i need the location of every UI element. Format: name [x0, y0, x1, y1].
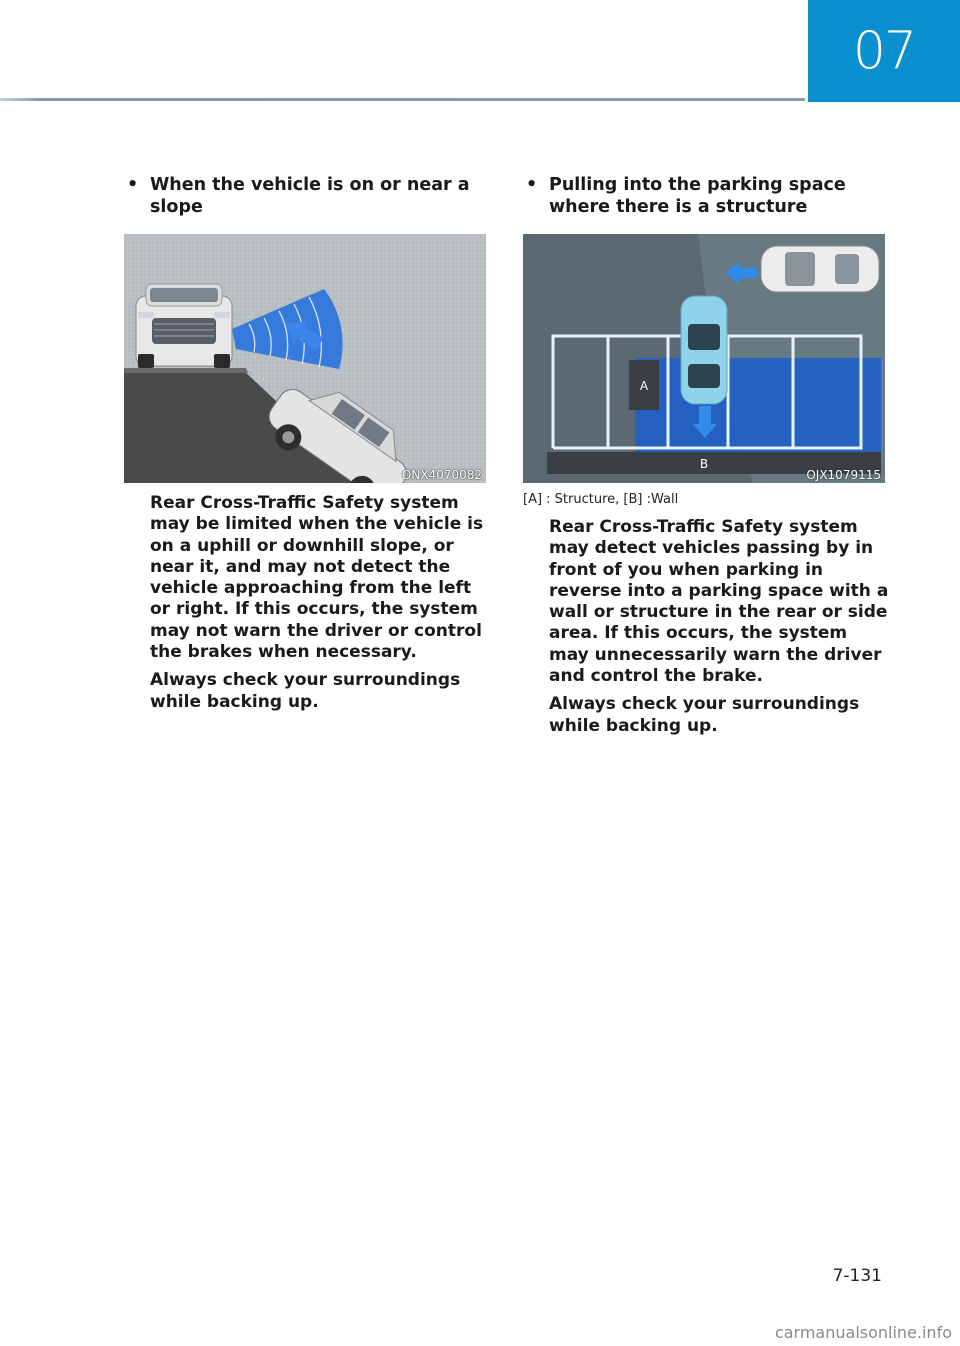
bullet-icon: • [526, 175, 538, 195]
page-number: 7-131 [832, 1266, 882, 1286]
header-rule [0, 98, 805, 101]
right-bullet-heading [523, 174, 885, 218]
parking-structure-illustration [523, 234, 885, 483]
parking-scene-image [523, 234, 885, 483]
left-bullet-heading [124, 174, 486, 218]
slope-illustration [124, 234, 486, 483]
right-heading-text: Pulling into the parking space where there is a structure [549, 175, 846, 217]
left-heading-text: When the vehicle is on or near a slope [150, 175, 470, 217]
bullet-icon: • [127, 175, 139, 195]
watermark: carmanualsonline.info [774, 1323, 952, 1342]
chapter-number: 07 [852, 21, 916, 81]
right-paragraph-1: Rear Cross-Traffic Safety system may detect vehicles passing by in front of you when parking in reverse into a parking space with a wall or structure in the rear or side area. If this occurs, the system may unnecessarily warn the driver and control the brake. [549, 517, 889, 687]
right-column [523, 174, 889, 737]
slope-scene-image [124, 234, 486, 483]
figure-caption: [A] : Structure, [B] :Wall [523, 492, 679, 507]
left-column [124, 174, 486, 713]
label-b: B [699, 457, 709, 471]
right-figure-code: OJX1079115 [806, 468, 881, 482]
left-figure-code: ONX4070082 [401, 468, 482, 482]
label-a: A [639, 379, 649, 393]
left-paragraph-1: Rear Cross-Traffic Safety system may be limited when the vehicle is on a uphill or downhill slope, or near it, and may not detect the vehicle approaching from the left or right. If this occurs, the system may not warn the driver or control the brakes when necessary. [150, 493, 484, 663]
left-paragraph-2: Always check your surroundings while backing up. [150, 670, 461, 712]
chapter-tab [808, 0, 960, 102]
right-paragraph-2: Always check your surroundings while backing up. [549, 694, 860, 736]
